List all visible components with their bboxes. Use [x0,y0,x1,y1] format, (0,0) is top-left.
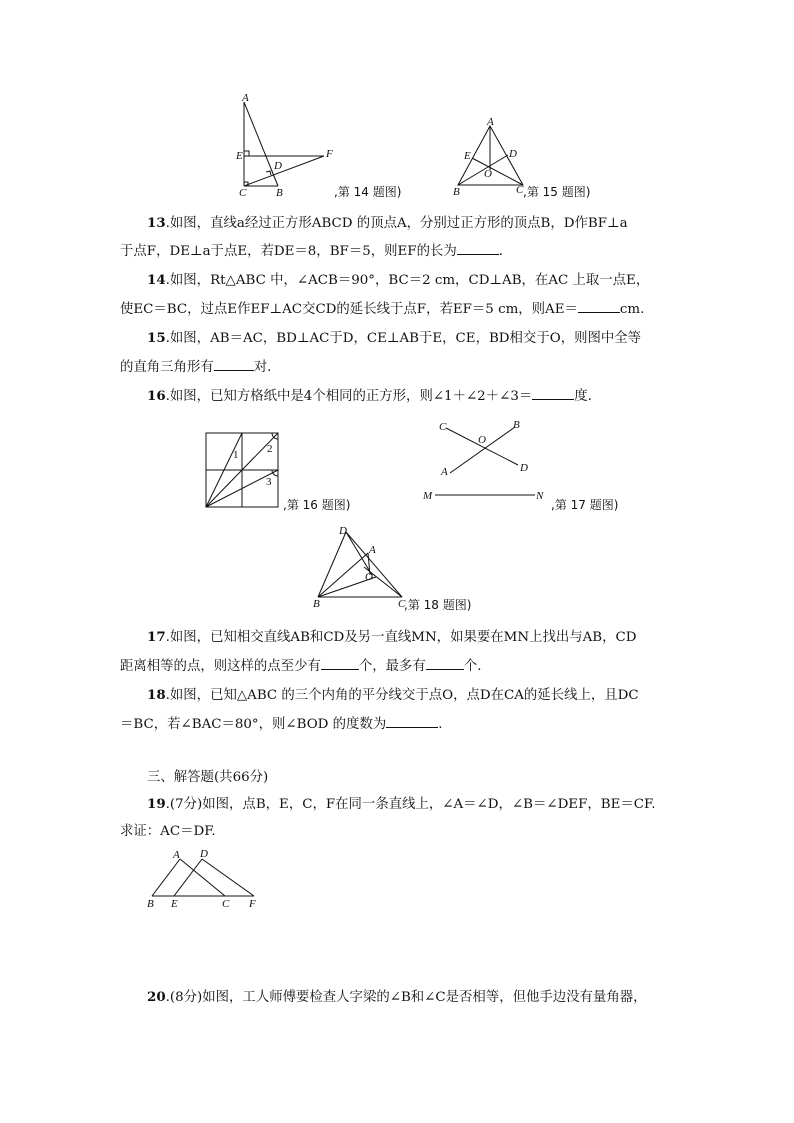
q14-answer-blank[interactable] [578,298,620,313]
figure-15 [448,115,530,200]
fig14-label-C: C [239,187,247,199]
fig18-label-O: O [365,571,373,583]
q14-number: 14 [147,272,166,288]
fig16-angle-1: 1 [233,449,239,461]
q16-line1 [147,385,707,407]
q19-line2: 求证：AC＝DF. [120,824,216,839]
q19-number: 19 [147,796,166,812]
fig19-label-B: B [147,898,154,910]
q17-text4: 个. [463,659,482,674]
q20-line1 [147,987,707,1008]
q18-line1 [147,685,707,706]
q18-text1: .如图，已知△ABC 的三个内角的平分线交于点O，点D在CA的延长线上，且DC [165,688,639,703]
q14-text3: cm. [619,302,645,317]
q13-line2 [120,240,680,262]
q17-line2 [120,655,680,677]
fig16-angle-3: 3 [266,476,272,488]
q17-number: 17 [147,629,166,645]
q16-number: 16 [147,388,166,404]
q13-number: 13 [147,215,166,231]
q15-text3: 对. [253,360,272,375]
fig18-label-C: C [398,598,406,610]
q13-line1 [147,213,707,234]
q17-answer-blank-min[interactable] [321,655,359,670]
fig17-label-B: B [513,419,520,431]
fig17-label-M: M [423,490,433,502]
fig15-label-B: B [453,186,460,198]
q17-text1: .如图，已知相交直线AB和CD及另一直线MN，如果要在MN上找出与AB，CD [165,630,637,645]
fig18-label-B: B [313,598,320,610]
fig17-label-C: C [439,421,447,433]
q19-line1 [147,794,707,815]
fig19-label-C: C [222,898,230,910]
q18-answer-blank[interactable] [386,713,438,728]
fig17-label-D: D [520,462,528,474]
fig15-caption: ,第 15 题图) [523,185,591,199]
fig16-caption: ,第 16 题图) [283,498,351,512]
figure-16 [203,430,285,512]
fig18-caption: ,第 18 题图) [404,598,472,612]
fig17-label-N: N [536,490,544,502]
q15-line2 [120,356,680,378]
q15-answer-blank[interactable] [214,356,254,371]
fig14-label-D: D [274,160,282,172]
fig15-label-A: A [487,116,494,128]
q18-text3: . [438,717,443,732]
fig17-label-A: A [441,466,448,478]
fig17-caption: ,第 17 题图) [551,498,619,512]
q13-text1: .如图，直线a经过正方形ABCD 的顶点A，分别过正方形的顶点B，D作BF⊥a [165,216,628,231]
fig14-label-B: B [276,187,283,199]
q13-answer-blank[interactable] [457,240,499,255]
fig18-label-A: A [369,544,376,556]
q14-line1 [147,270,707,291]
q14-text2: 使EC＝BC，过点E作EF⊥AC交CD的延长线于点F，若EF＝5 cm，则AE＝ [120,302,578,317]
fig15-label-O: O [484,168,492,180]
q15-text2: 的直角三角形有 [120,360,214,375]
fig14-label-F: F [326,148,333,160]
figure-14 [228,92,343,200]
q17-text2: 距离相等的点，则这样的点至少有 [120,659,321,674]
q16-text1: .如图，已知方格纸中是4个相同的正方形，则∠1＋∠2＋∠3＝ [165,389,533,404]
fig16-angle-2: 2 [267,443,273,455]
fig17-label-O: O [478,434,486,446]
q15-text1: .如图，AB＝AC，BD⊥AC于D，CE⊥AB于E，CE，BD相交于O，则图中全等 [165,331,642,346]
q17-answer-blank-max[interactable] [426,655,464,670]
q17-line1 [147,627,707,648]
section-heading: 三、解答题(共66分) [147,770,269,785]
q15-line1 [147,328,707,349]
q20-number: 20 [147,989,166,1005]
fig19-label-F: F [249,898,256,910]
figure-19 [142,845,267,910]
fig15-label-D: D [509,148,517,160]
fig14-caption: ,第 14 题图) [334,185,402,199]
q13-text3: . [498,244,504,259]
q16-answer-blank[interactable] [532,385,574,400]
q18-number: 18 [147,687,166,703]
fig19-label-D: D [200,848,208,860]
q15-number: 15 [147,330,166,346]
fig18-label-D: D [339,525,347,537]
figure-18 [310,523,415,611]
q18-line2 [120,713,680,735]
q17-text3: 个，最多有 [358,659,426,674]
fig14-label-A: A [242,92,249,104]
q13-text2: 于点F，DE⊥a于点E，若DE＝8，BF＝5，则EF的长为 [120,244,457,259]
fig15-label-E: E [464,150,471,162]
q18-text2: ＝BC，若∠BAC＝80°，则∠BOD 的度数为 [120,717,387,732]
fig19-label-A: A [173,849,180,861]
q14-text1: .如图，Rt△ABC 中，∠ACB＝90°，BC＝2 cm，CD⊥AB，在AC 上取一点E， [165,273,650,288]
q20-text1: .(8分)如图，工人师傅要检查人字梁的∠B和∠C是否相等，但他手边没有量角器， [165,990,647,1005]
q19-text1: .(7分)如图，点B，E，C，F在同一条直线上，∠A＝∠D，∠B＝∠DEF，BE＝CF. [165,797,656,812]
fig14-label-E: E [236,150,243,162]
q14-line2 [120,298,680,320]
fig19-label-E: E [171,898,178,910]
figure-17 [420,415,555,507]
fig15-label-C: C [516,184,524,196]
q16-text2: 度. [574,389,592,404]
